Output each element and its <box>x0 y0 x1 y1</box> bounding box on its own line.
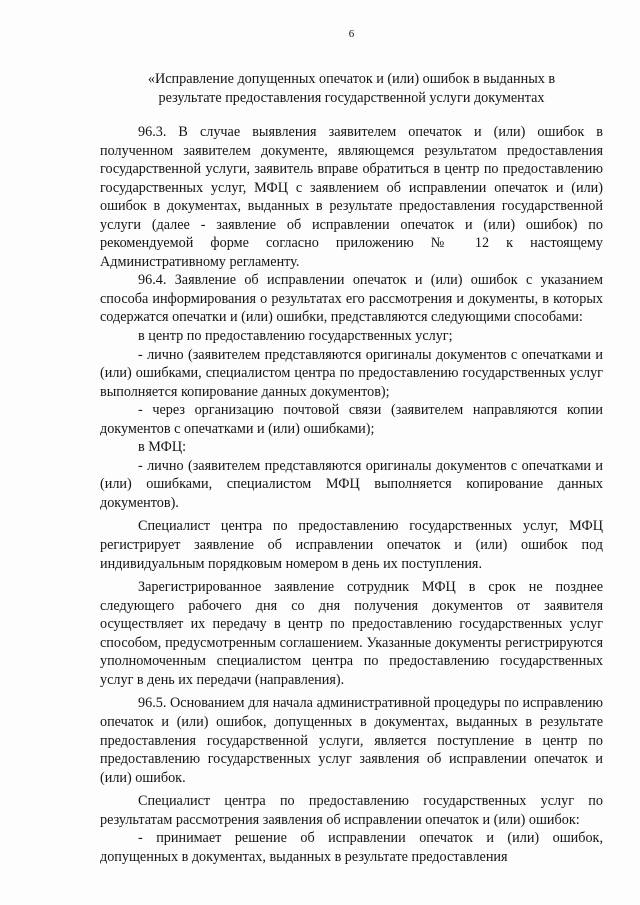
paragraph-mfc-option: в МФЦ: <box>138 439 187 456</box>
page-number: 6 <box>348 28 355 40</box>
paragraph-center-in-person: - лично (заявителем представляются оригиналы документов с опечатками и (или) ошибками, специалистом центра по предоставлению государственных услуг выполняется копирование данных документов); <box>100 346 603 400</box>
paragraph-96-5: 96.5. Основанием для начала административной процедуры по исправлению опечаток и (или) ошибок, допущенных в документах, выданных в результате предоставления государственной услуги, является поступление в центр по предоставлению государственных услуг заявления об исправлении опечаток и (или) ошибок. <box>100 695 603 786</box>
paragraph-96-3: 96.3. В случае выявления заявителем опечаток и (или) ошибок в полученном заявителем документе, являющемся результатом предоставления государственной услуги, заявитель вправе обратиться в центр по предоставлению государственных услуг, МФЦ с заявлением об исправлении опечаток и (или) ошибок в документах, выданных в результате предоставления государственной услуги (далее - заявление об исправлении опечаток и (или) ошибок) по рекомендуемой форме согласно приложению № 12 к настоящему Административному регламенту. <box>100 124 603 270</box>
section-heading-line: результате предоставления государственной услуги документах <box>158 90 545 106</box>
paragraph-specialist-review: Специалист центра по предоставлению государственных услуг по результатам рассмотрения заявления об исправлении опечаток и (или) ошибок: <box>100 793 603 828</box>
section-heading <box>100 70 603 108</box>
paragraph-registration: Специалист центра по предоставлению государственных услуг, МФЦ регистрирует заявление об исправлении опечаток и (или) ошибок под индивидуальным порядковым номером в день их поступления. <box>100 518 603 572</box>
section-heading-line: «Исправление допущенных опечаток и (или) ошибок в выданных в <box>147 71 556 87</box>
paragraph-decision: - принимает решение об исправлении опечаток и (или) ошибок, допущенных в документах, выданных в результате предоставления <box>100 830 603 865</box>
paragraph-center-option: в центр по предоставлению государственных услуг; <box>138 328 453 345</box>
paragraph-96-4: 96.4. Заявление об исправлении опечаток и (или) ошибок с указанием способа информирования о результатах его рассмотрения и документы, в которых содержатся опечатки и (или) ошибки, представляются следующими способами: <box>100 272 603 326</box>
paragraph-mfc-transfer: Зарегистрированное заявление сотрудник МФЦ в срок не позднее следующего рабочего дня со дня получения документов от заявителя осуществляет их передачу в центр по предоставлению государственных услуг способом, предусмотренным соглашением. Указанные документы регистрируются уполномоченным специалистом центра по предоставлению государственных услуг в день их передачи (направления). <box>100 579 603 688</box>
paragraph-center-by-mail: - через организацию почтовой связи (заявителем направляются копии документов с опечатками и (или) ошибками); <box>100 402 603 437</box>
paragraph-mfc-in-person: - лично (заявителем представляются оригиналы документов с опечатками и (или) ошибками, специалистом МФЦ выполняется копирование данных документов). <box>100 457 603 511</box>
document-body <box>100 123 603 866</box>
